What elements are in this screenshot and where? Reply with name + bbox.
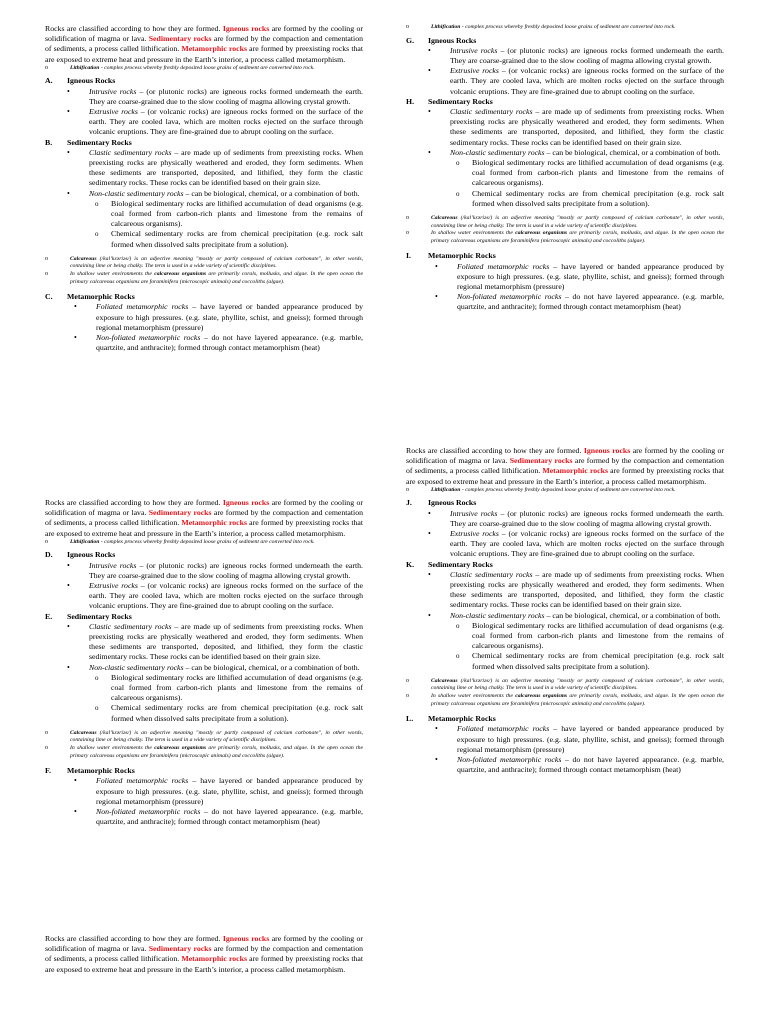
section-1 [45, 24, 363, 353]
heading-metamorphic: C. Metamorphic Rocks [45, 292, 135, 302]
list-item: o Biological sedimentary rocks are lithified accumulation of dead organisms (e.g. coal formed from carbon-rich plants and limestone from the remains of calcareous organisms). [456, 620, 724, 651]
intro-paragraph: Rocks are classified according to how they are formed. Igneous rocks are formed by the cooling or solidification of magma or lava. Sedimentary rocks are formed by the compaction and cementation of sediments, a process called lithification. Metamorphic rocks are formed by preexisting rocks that are exposed to extreme heat and pressure in the Earth’s interior, a process called metamorphism. [45, 498, 364, 538]
list-item: • Clastic sedimentary rocks – are made up of sediments from preexisting rocks. When preexisting rocks are physically weathered and eroded, they form sediments. When these sediments are transported, deposited, and lithified, they form the clastic sedimentary rocks. These rocks can be identified based on their grain size. [428, 107, 725, 147]
list-item: • Extrusive rocks – (or volcanic rocks) are igneous rocks formed on the surface of the earth. They are cooled lava, which are molten rocks ejected on the surface through volcanic eruptions. They are fine-grained due to abrupt cooling on the surface. [428, 66, 724, 96]
list-item: o Chemical sedimentary rocks are from chemical precipitation (e.g. rock salt formed when dissolved salts precipitate from a solution). [95, 229, 363, 249]
lithification-note: o Lithification - complex process whereby freshly deposited loose grains of sediment are converted into rock. [45, 64, 315, 71]
list-item: • Intrusive rocks – (or plutonic rocks) are igneous rocks formed underneath the earth. They are coarse-grained due to the slow cooling of magma allowing crystal growth. [428, 45, 725, 65]
list-item: • Non-foliated metamorphic rocks – do not have layered appearance. (e.g. marble, quartzite, and anthracite); formed through contact metamorphism (heat) [435, 292, 724, 312]
lithification-note: o Lithification - complex process whereby freshly deposited loose grains of sediment are converted into rock. [406, 486, 676, 493]
heading-sedimentary: K. Sedimentary Rocks [406, 559, 493, 569]
list-item: • Non-foliated metamorphic rocks – do not have layered appearance. (e.g. marble, quartzite, and anthracite); formed through contact metamorphism (heat) [74, 807, 363, 827]
list-item: • Foliated metamorphic rocks – have layered or banded appearance produced by exposure to high pressures. (e.g. slate, phyllite, schist, and gneiss); formed through regional metamorphism (pressure) [435, 724, 724, 754]
intro-paragraph: Rocks are classified according to how they are formed. Igneous rocks are formed by the cooling or solidification of magma or lava. Sedimentary rocks are formed by the compaction and cementation of sediments, a process called lithification. Metamorphic rocks are formed by preexisting rocks that are exposed to extreme heat and pressure in the Earth’s interior, a process called metamorphism. [406, 446, 725, 486]
calcareous-note: o Calcareous (/kal’kɛəriəs/) is an adjective meaning "mostly or partly composed of calcium carbonate", in other words, containing lime or being chalky. The term is used in a wide variety of scientific disciplines. [406, 215, 724, 229]
list-item: o Chemical sedimentary rocks are from chemical precipitation (e.g. rock salt formed when dissolved salts precipitate from a solution). [456, 651, 724, 671]
list-item: • Clastic sedimentary rocks – are made up of sediments from preexisting rocks. When preexisting rocks are physically weathered and eroded, they form sediments. When these sediments are transported, deposited, and lithified, they form the clastic sedimentary rocks. These rocks can be identified based on their grain size. [67, 621, 364, 662]
section-3 [45, 934, 363, 975]
heading-metamorphic: F. Metamorphic Rocks [45, 766, 135, 776]
section-2 [45, 498, 363, 827]
list-item: • Non-clastic sedimentary rocks – can be biological, chemical, or a combination of both. [67, 188, 360, 198]
heading-metamorphic: I. Metamorphic Rocks [406, 251, 496, 261]
list-item: • Non-foliated metamorphic rocks – do not have layered appearance. (e.g. marble, quartzite, and anthracite); formed through contact metamorphism (heat) [435, 755, 724, 775]
heading-sedimentary: B. Sedimentary Rocks [45, 137, 132, 147]
list-item: • Extrusive rocks – (or volcanic rocks) are igneous rocks formed on the surface of the earth. They are cooled lava, which are molten rocks ejected on the surface through volcanic eruptions. They are fine-grained due to abrupt cooling on the surface. [67, 107, 363, 137]
lithification-note: o Lithification - complex process whereby freshly deposited loose grains of sediment are converted into rock. [45, 538, 315, 545]
calcareous-organisms-note: o In shallow water environments the calcareous organisms are primarily corals, mollusks, and algae. In the open ocean the primary calcareous organisms are foraminifera (microscopic animals) and coccoliths (algae). [406, 230, 724, 244]
intro-paragraph: Rocks are classified according to how they are formed. Igneous rocks are formed by the cooling or solidification of magma or lava. Sedimentary rocks are formed by the compaction and cementation of sediments, a process called lithification. Metamorphic rocks are formed by preexisting rocks that are exposed to extreme heat and pressure in the Earth’s interior, a process called metamorphism. [45, 934, 364, 974]
list-item: o Biological sedimentary rocks are lithified accumulation of dead organisms (e.g. coal formed from carbon-rich plants and limestone from the remains of calcareous organisms). [456, 158, 724, 188]
list-item: • Foliated metamorphic rocks – have layered or banded appearance produced by exposure to high pressures. (e.g. slate, phyllite, schist, and gneiss); formed through regional metamorphism (pressure) [435, 261, 724, 292]
heading-igneous: A. Igneous Rocks [45, 76, 116, 86]
list-item: o Biological sedimentary rocks are lithified accumulation of dead organisms (e.g. coal formed from carbon-rich plants and limestone from the remains of calcareous organisms). [95, 198, 363, 229]
heading-igneous: D. Igneous Rocks [45, 550, 116, 560]
intro-paragraph: Rocks are classified according to how they are formed. Igneous rocks are formed by the cooling or solidification of magma or lava. Sedimentary rocks are formed by the compaction and cementation of sediments, a process called lithification. Metamorphic rocks are formed by preexisting rocks that are exposed to extreme heat and pressure in the Earth’s interior, a process called metamorphism. [45, 24, 364, 64]
list-item: o Chemical sedimentary rocks are from chemical precipitation (e.g. rock salt formed when dissolved salts precipitate from a solution). [456, 188, 724, 208]
list-item: • Intrusive rocks – (or plutonic rocks) are igneous rocks formed underneath the earth. They are coarse-grained due to the slow cooling of magma allowing crystal growth. [67, 560, 364, 580]
list-item: • Foliated metamorphic rocks – have layered or banded appearance produced by exposure to high pressures. (e.g. slate, phyllite, schist, and gneiss); formed through regional metamorphism (pressure) [74, 302, 363, 332]
calcareous-organisms-note: o In shallow water environments the calcareous organisms are primarily corals, mollusks, and algae. In the open ocean the primary calcareous organisms are foraminifera (microscopic animals) and coccoliths (algae). [45, 271, 363, 285]
calcareous-note: o Calcareous (/kal’kɛəriəs/) is an adjective meaning "mostly or partly composed of calcium carbonate", in other words, containing lime or being chalky. The term is used in a wide variety of scientific disciplines. [45, 255, 363, 270]
list-item: • Non-foliated metamorphic rocks – do not have layered appearance. (e.g. marble, quartzite, and anthracite); formed through contact metamorphism (heat) [74, 333, 363, 353]
list-item: • Intrusive rocks – (or plutonic rocks) are igneous rocks formed underneath the earth. They are coarse-grained due to the slow cooling of magma allowing crystal growth. [67, 86, 364, 106]
calcareous-organisms-note: o In shallow water environments the calcareous organisms are primarily corals, mollusks, and algae. In the open ocean the primary calcareous organisms are foraminifera (microscopic animals) and coccoliths (algae). [45, 745, 363, 759]
list-item: • Non-clastic sedimentary rocks – can be biological, chemical, or a combination of both. [428, 147, 721, 157]
list-item: • Extrusive rocks – (or volcanic rocks) are igneous rocks formed on the surface of the earth. They are cooled lava, which are molten rocks ejected on the surface through volcanic eruptions. They are fine-grained due to abrupt cooling on the surface. [428, 529, 724, 559]
heading-metamorphic: L. Metamorphic Rocks [406, 714, 496, 724]
section-4 [406, 24, 724, 313]
list-item: • Clastic sedimentary rocks – are made up of sediments from preexisting rocks. When preexisting rocks are physically weathered and eroded, they form sediments. When these sediments are transported, deposited, and lithified, they form the clastic sedimentary rocks. These rocks can be identified based on their grain size. [67, 147, 364, 188]
calcareous-organisms-note: o In shallow water environments the calcareous organisms are primarily corals, mollusks, and algae. In the open ocean the primary calcareous organisms are foraminifera (microscopic animals) and coccoliths (algae). [406, 693, 724, 707]
heading-igneous: G. Igneous Rocks [406, 35, 477, 45]
calcareous-note: o Calcareous (/kal’kɛəriəs/) is an adjective meaning "mostly or partly composed of calcium carbonate", in other words, containing lime or being chalky. The term is used in a wide variety of scientific disciplines. [406, 677, 724, 692]
lithification-note: o Lithification - complex process whereby freshly deposited loose grains of sediment are converted into rock. [406, 24, 676, 30]
calcareous-note: o Calcareous (/kal’kɛəriəs/) is an adjective meaning "mostly or partly composed of calcium carbonate", in other words, containing lime or being chalky. The term is used in a wide variety of scientific disciplines. [45, 729, 363, 744]
list-item: o Chemical sedimentary rocks are from chemical precipitation (e.g. rock salt formed when dissolved salts precipitate from a solution). [95, 703, 363, 723]
list-item: • Non-clastic sedimentary rocks – can be biological, chemical, or a combination of both. [428, 610, 721, 620]
list-item: o Biological sedimentary rocks are lithified accumulation of dead organisms (e.g. coal formed from carbon-rich plants and limestone from the remains of calcareous organisms). [95, 672, 363, 703]
section-5 [406, 446, 724, 775]
list-item: • Non-clastic sedimentary rocks – can be biological, chemical, or a combination of both. [67, 662, 360, 672]
list-item: • Clastic sedimentary rocks – are made up of sediments from preexisting rocks. When preexisting rocks are physically weathered and eroded, they form sediments. When these sediments are transported, deposited, and lithified, they form the clastic sedimentary rocks. These rocks can be identified based on their grain size. [428, 569, 725, 610]
list-item: • Intrusive rocks – (or plutonic rocks) are igneous rocks formed underneath the earth. They are coarse-grained due to the slow cooling of magma allowing crystal growth. [428, 508, 725, 528]
heading-sedimentary: H. Sedimentary Rocks [406, 96, 493, 106]
heading-igneous: J. Igneous Rocks [406, 498, 477, 508]
list-item: • Foliated metamorphic rocks – have layered or banded appearance produced by exposure to high pressures. (e.g. slate, phyllite, schist, and gneiss); formed through regional metamorphism (pressure) [74, 776, 363, 806]
heading-sedimentary: E. Sedimentary Rocks [45, 611, 132, 621]
list-item: • Extrusive rocks – (or volcanic rocks) are igneous rocks formed on the surface of the earth. They are cooled lava, which are molten rocks ejected on the surface through volcanic eruptions. They are fine-grained due to abrupt cooling on the surface. [67, 581, 363, 611]
